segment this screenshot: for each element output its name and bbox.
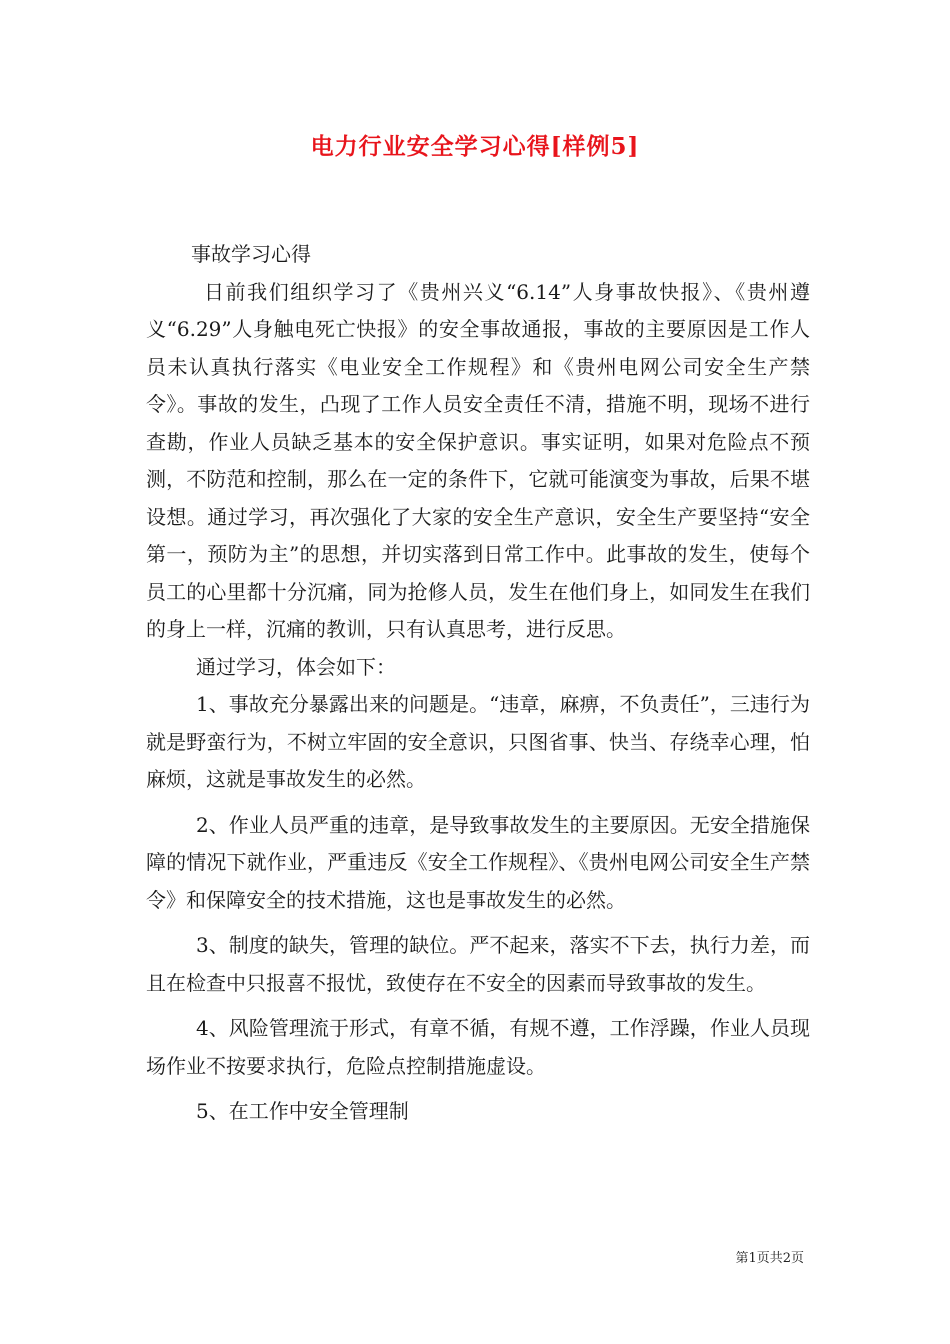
document-title: 电力行业安全学习心得[样例5] bbox=[310, 133, 640, 160]
page-number: 第1页共2页 bbox=[735, 1251, 804, 1266]
paragraph-4: 2、作业人员严重的违章，是导致事故发生的主要原因。无安全措施保障的情况下就作业，严重违反《安全工作规程》、《贵州电网公司安全生产禁令》和保障安全的技术措施，这也是事故发生的必然。 bbox=[146, 812, 810, 912]
paragraph-2: 通过学习，体会如下： bbox=[196, 654, 396, 679]
paragraph-6: 4、风险管理流于形式，有章不循，有规不遵，工作浮躁，作业人员现场作业不按要求执行，危险点控制措施虚设。 bbox=[146, 1016, 810, 1078]
paragraph-1: 日前我们组织学习了《贵州兴义“6.14”人身事故快报》、《贵州遵义“6.29”人身触电死亡快报》的安全事故通报，事故的主要原因是工作人员未认真执行落实《电业安全工作规程》和《贵州电网公司安全生产禁令》。事故的发生，凸现了工作人员安全责任不清，措施不明，现场不进行查勘，作业人员缺乏基本的安全保护意识。事实证明，如果对危险点不预测，不防范和控制，那么在一定的条件下，它就可能演变为事故，后果不堪设想。通过学习，再次强化了大家的安全生产意识，安全生产要坚持“安全第一，预防为主”的思想，并切实落到日常工作中。此事故的发生，使每个员工的心里都十分沉痛，同为抢修人员，发生在他们身上，如同发生在我们的身上一样，沉痛的教训，只有认真思考，进行反思。 bbox=[146, 279, 810, 641]
paragraph-7: 5、在工作中安全管理制 bbox=[196, 1099, 409, 1123]
paragraph-5: 3、制度的缺失，管理的缺位。严不起来，落实不下去，执行力差，而且在检查中只报喜不报忧，致使存在不安全的因素而导致事故的发生。 bbox=[146, 933, 810, 995]
document-body bbox=[146, 236, 810, 1131]
paragraph-3: 1、事故充分暴露出来的问题是。“违章，麻痹，不负责任”，三违行为就是野蛮行为，不树立牢固的安全意识，只图省事、快当、存绕幸心理，怕麻烦，这就是事故发生的必然。 bbox=[146, 692, 810, 791]
section-heading: 事故学习心得 bbox=[191, 242, 311, 266]
